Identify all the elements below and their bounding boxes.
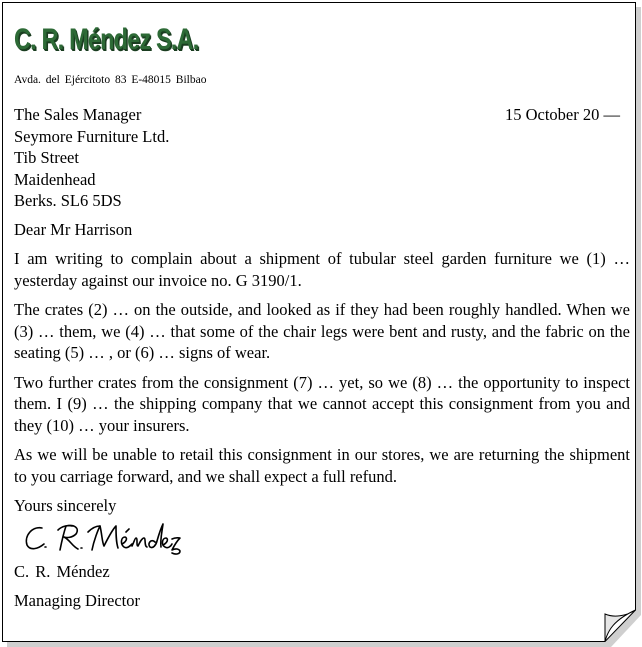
recipient-line: Maidenhead [14, 169, 96, 189]
body-paragraph: As we will be unable to retail this consignment in our stores, we are returning the shipment to you carriage forward, and we shall expect a full refund. [14, 445, 630, 486]
letter-date: 15 October 20 — [504, 105, 620, 124]
signer-title: Managing Director [14, 591, 140, 610]
company-name: C. R. Méndez S.A. [14, 23, 199, 56]
recipient-line: The Sales Manager [14, 105, 142, 124]
recipient-line: Tib Street [14, 148, 79, 167]
recipient-line: Seymore Furniture Ltd. [14, 126, 170, 146]
handwritten-signature [22, 520, 182, 556]
closing: Yours sincerely [14, 496, 117, 515]
body-paragraph: The crates (2) … on the outside, and looked as if they had been roughly handled. When we (3) … them, we (4) … that some of the chair legs were bent and rusty, and the fabric on the seating (5) … , or (6) … signs of wear. [14, 300, 630, 362]
recipient-line: Berks. SL6 5DS [14, 191, 122, 210]
recipient-block [14, 104, 630, 212]
signer-name: C. R. Méndez [14, 561, 110, 581]
letter-page [2, 2, 638, 644]
salutation: Dear Mr Harrison [14, 219, 133, 239]
letter-content [14, 22, 630, 612]
body-paragraph: I am writing to complain about a shipment of tubular steel garden furniture we (1) … yesterday against our invoice no. G 3190/1. [14, 249, 630, 290]
company-address: Avda. del Ejércitoto 83 E-48015 Bilbao [14, 74, 207, 86]
body-paragraph: Two further crates from the consignment (7) … yet, so we (8) … the opportunity to inspect them. I (9) … the shipping company that we cannot accept this consignment from you and they (10) … your insurers. [14, 372, 630, 435]
